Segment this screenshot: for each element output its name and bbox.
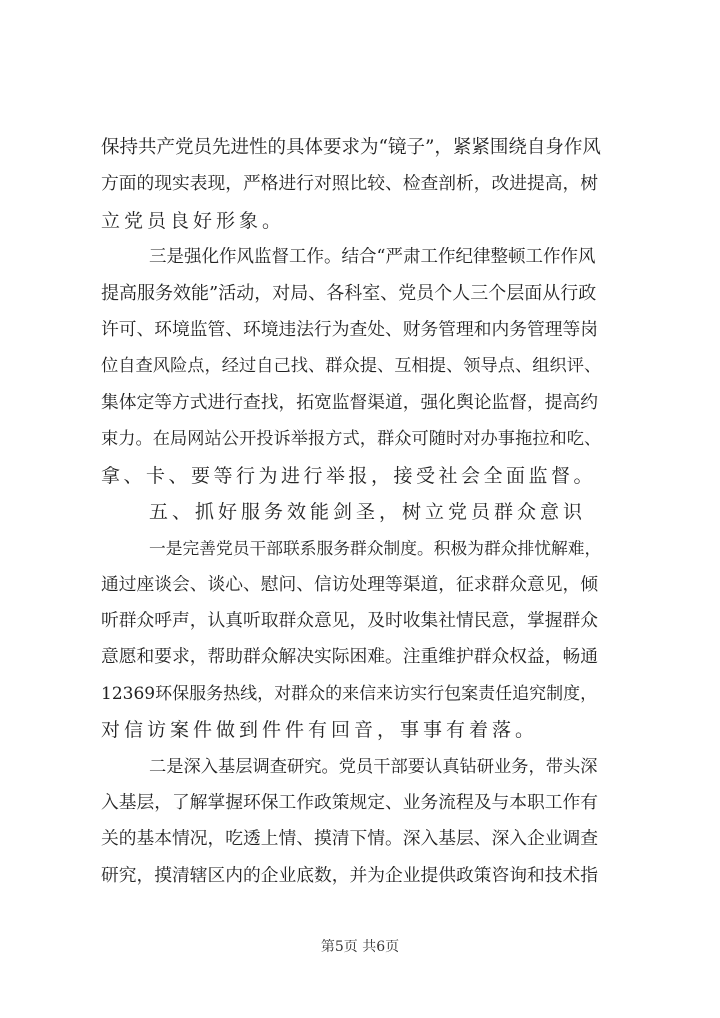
text-line: 保持共产党员先进性的具体要求为“镜子”，紧紧围绕自身作风 [101, 137, 601, 158]
text-line: 关的基本情况，吃透上情、摸清下情。深入基层、深入企业调查 [101, 829, 599, 850]
text-line: 听群众呼声，认真听取群众意见，及时收集社情民意，掌握群众 [101, 611, 599, 632]
text-line: 通过座谈会、谈心、慰问、信访处理等渠道，征求群众意见，倾 [101, 574, 599, 595]
text-line: 位自查风险点，经过自己找、群众提、互相提、领导点、组织评、 [101, 356, 602, 377]
text-line: 许可、环境监管、环境违法行为查处、财务管理和内务管理等岗 [101, 319, 599, 340]
text-line: 一是完善党员干部联系服务群众制度。积极为群众排忧解难， [149, 538, 602, 559]
text-line: 研究，摸清辖区内的企业底数，并为企业提供政策咨询和技术指 [101, 865, 599, 886]
text-line: 拿、卡、要等行为进行举报，接受社会全面监督。 [101, 464, 597, 487]
text-line: 方面的现实表现，严格进行对照比较、检查剖析，改进提高，树 [101, 174, 599, 195]
page-footer: 第5页 共6页 [320, 939, 400, 955]
text-line: 二是深入基层调查研究。党员干部要认真钻研业务，带头深 [149, 756, 598, 777]
body-text [101, 130, 601, 894]
text-line: 对信访案件做到件件有回音，事事有着落。 [101, 719, 539, 742]
text-line: 束力。在局网站公开投诉举报方式，群众可随时对办事拖拉和吃、 [101, 429, 602, 450]
text-line: 入基层，了解掌握环保工作政策规定、业务流程及与本职工作有 [101, 793, 599, 814]
text-line: 意愿和要求，帮助群众解决实际困难。注重维护群众权益，畅通 [101, 647, 599, 668]
text-line: 三是强化作风监督工作。结合“严肃工作纪律整顿工作作风 [149, 247, 596, 268]
text-line: 五、抓好服务效能剑圣，树立党员群众意识 [149, 500, 587, 523]
text-line: 集体定等方式进行查找，拓宽监督渠道，强化舆论监督，提高约 [101, 392, 599, 413]
text-line: 提高服务效能”活动，对局、各科室、党员个人三个层面从行政 [101, 282, 597, 304]
text-line: 12369环保服务热线，对群众的来信来访实行包案责任追究制度， [101, 683, 598, 704]
text-line: 立党员良好形象。 [101, 209, 286, 232]
